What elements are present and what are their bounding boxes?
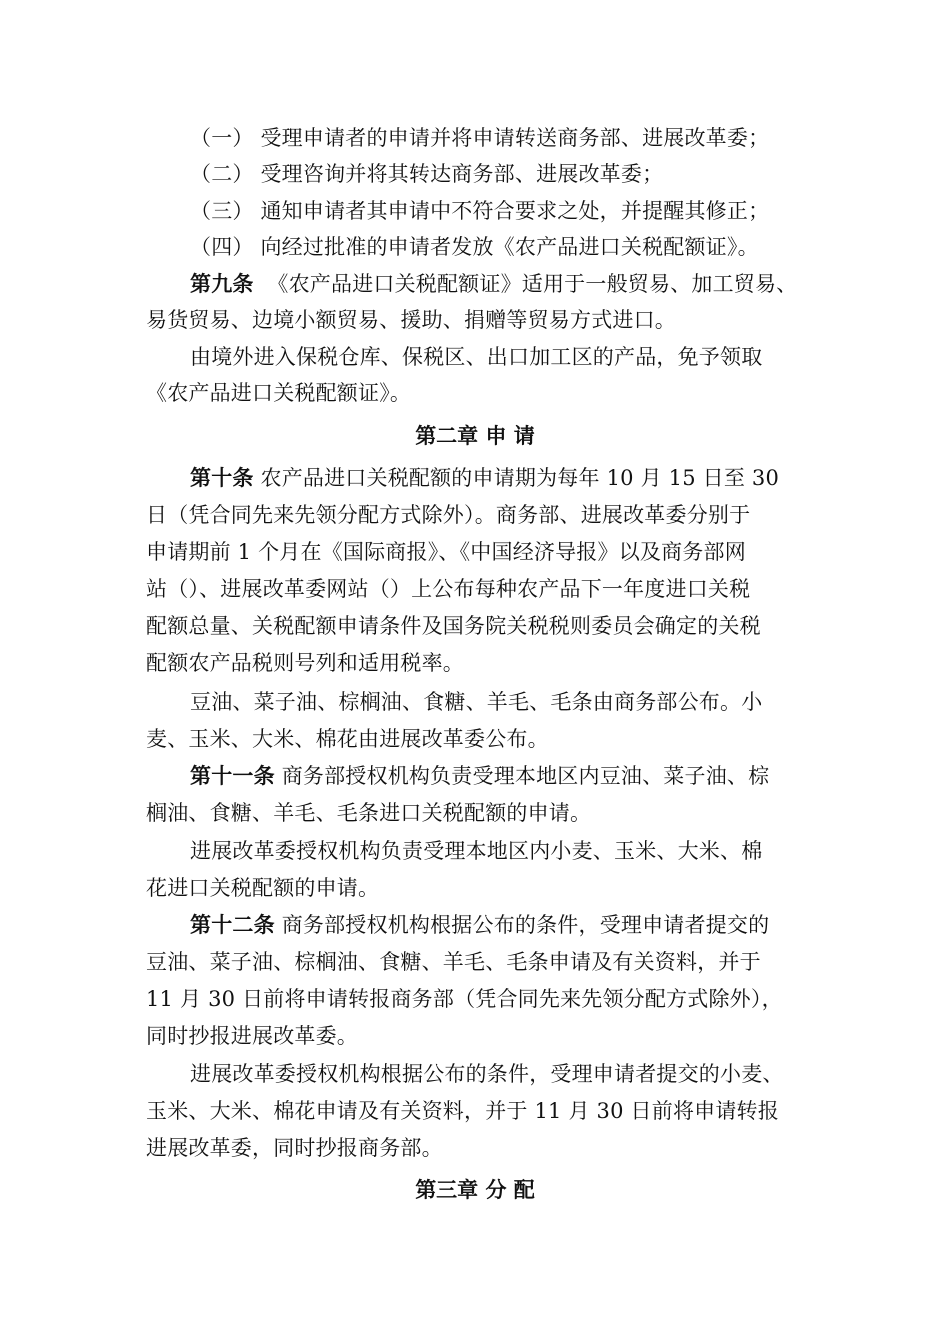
paragraph-line: 榈油、食糖、羊毛、毛条进口关税配额的申请。 <box>146 801 592 825</box>
article-12-text: 商务部授权机构根据公布的条件，受理申请者提交的 <box>281 913 770 937</box>
article-10-line-1 <box>190 460 779 496</box>
article-11-line-1 <box>190 758 769 794</box>
paragraph-line: 配额农产品税则号列和适用税率。 <box>146 651 464 675</box>
paragraph-line: 申请期前 1 个月在《国际商报》、《中国经济导报》以及商务部网 <box>146 540 746 564</box>
paragraph-line: 日（凭合同先来先领分配方式除外）。商务部、进展改革委分别于 <box>146 503 751 527</box>
chapter-2-heading: 第二章 申 请 <box>415 423 535 448</box>
paragraph-line: 《农产品进口关税配额证》。 <box>146 381 412 405</box>
paragraph-line: 配额总量、关税配额申请条件及国务院关税税则委员会确定的关税 <box>146 614 761 638</box>
list-item-4: （四） 向经过批准的申请者发放《农产品进口关税配额证》。 <box>190 235 759 259</box>
article-9-line-1 <box>190 266 797 302</box>
paragraph-line: 11 月 30 日前将申请转报商务部（凭合同先来先领分配方式除外）， <box>146 987 783 1011</box>
article-9-label: 第九条 <box>190 271 254 296</box>
paragraph-line: 同时抄报进展改革委。 <box>146 1024 358 1048</box>
article-12-line-1 <box>190 907 769 943</box>
list-item-3: （三） 通知申请者其申请中不符合要求之处，并提醒其修正； <box>190 199 770 223</box>
paragraph-line: 由境外进入保税仓库、保税区、出口加工区的产品，免予领取 <box>190 345 763 369</box>
article-10-text: 农产品进口关税配额的申请期为每年 10 月 15 日至 30 <box>260 466 780 490</box>
article-11-text: 商务部授权机构负责受理本地区内豆油、菜子油、棕 <box>281 764 770 788</box>
paragraph-line: 进展改革委，同时抄报商务部。 <box>146 1136 443 1160</box>
list-item-2: （二） 受理咨询并将其转达商务部、进展改革委； <box>190 162 664 186</box>
paragraph-line: 豆油、菜子油、棕榈油、食糖、羊毛、毛条申请及有关资料，并于 <box>146 950 761 974</box>
paragraph-line: 站（）、进展改革委网站（）上公布每种农产品下一年度进口关税 <box>146 577 751 601</box>
article-10-label: 第十条 <box>190 465 254 490</box>
paragraph-line: 麦、玉米、大米、棉花由进展改革委公布。 <box>146 727 549 751</box>
article-11-label: 第十一条 <box>190 763 275 788</box>
paragraph-line: 豆油、菜子油、棕榈油、食糖、羊毛、毛条由商务部公布。小 <box>190 690 763 714</box>
paragraph-line: 进展改革委授权机构负责受理本地区内小麦、玉米、大米、棉 <box>190 839 763 863</box>
article-9-line-2: 易货贸易、边境小额贸易、援助、捐赠等贸易方式进口。 <box>146 308 676 332</box>
article-12-label: 第十二条 <box>190 912 275 937</box>
chapter-3-heading: 第三章 分 配 <box>415 1177 535 1202</box>
article-9-text: 《农产品进口关税配额证》适用于一般贸易、加工贸易、 <box>267 272 798 296</box>
list-item-1: （一） 受理申请者的申请并将申请转送商务部、进展改革委； <box>190 126 770 150</box>
paragraph-line: 进展改革委授权机构根据公布的条件，受理申请者提交的小麦、 <box>190 1062 784 1086</box>
paragraph-line: 玉米、大米、棉花申请及有关资料，并于 11 月 30 日前将申请转报 <box>146 1099 779 1123</box>
paragraph-line: 花进口关税配额的申请。 <box>146 876 380 900</box>
